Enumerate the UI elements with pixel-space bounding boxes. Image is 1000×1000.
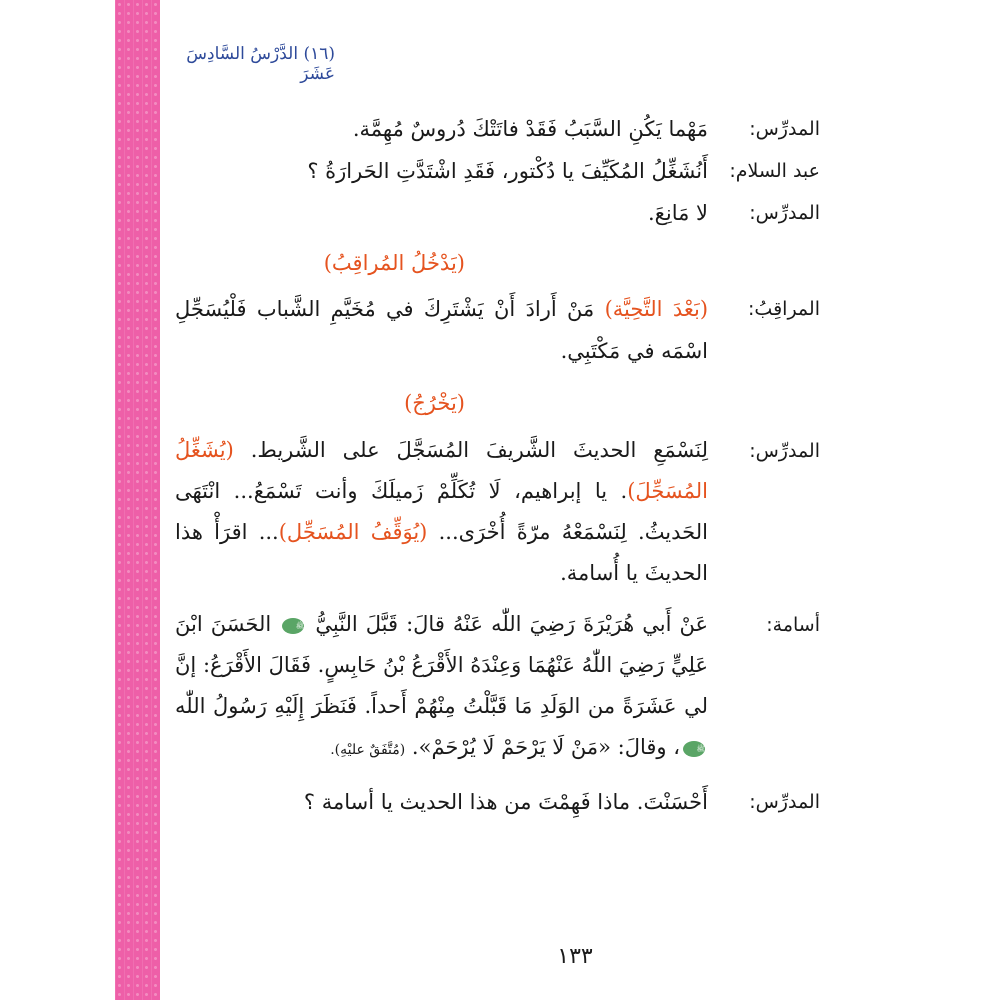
inline-stage-direction: (يُوَقِّفُ المُسَجِّل) — [278, 520, 428, 544]
speech-segment: ، وقالَ: «مَنْ لَا يَرْحَمْ لَا يُرْحَمْ». — [411, 735, 680, 759]
speaker-label: أسامة: — [766, 614, 820, 636]
spacer — [175, 771, 820, 781]
speaker-label: عبد السلام: — [729, 160, 820, 182]
speaker-label: المدرِّس: — [749, 202, 820, 224]
speech-text: مَهْما يَكُنِ السَّبَبُ فَقَدْ فاتَتْكَ دُروسٌ مُهِمَّة. — [352, 117, 708, 141]
stage-direction: (يَخْرُجُ) — [404, 391, 465, 415]
speaker-label: المراقِبُ: — [748, 298, 820, 320]
dialogue-line — [175, 288, 820, 372]
speech-segment: الحَسَنَ ابْنَ عَلِيٍّ رَضِيَ اللّٰهُ عَنْهُمَا وَعِنْدَهُ الأَقْرَعُ بْنُ حَابِسٍ. فَقَالَ الأَقْرَعُ: إنَّ لي عَشَرَةً من الوَلَدِ مَا قَبَّلْتُ مِنْهُمْ أَحداً. فَنَظَرَ إِلَيْهِ رَسُولُ اللّٰه — [175, 612, 708, 718]
dialogue-body — [175, 108, 820, 823]
dialogue-line — [175, 150, 820, 192]
inline-stage-direction: (يُشَغِّلُ المُسَجِّلَ) — [175, 438, 708, 503]
salla-allahu-alayhi-wa-sallam-icon: ﷺ — [683, 741, 705, 757]
inline-stage-direction: (بَعْدَ التَّحِيَّة) — [604, 297, 709, 321]
dialogue-line — [175, 781, 820, 823]
speaker-label: المدرِّس: — [749, 440, 820, 462]
speech-segment: لِنَسْمَعِ الحديثَ الشَّريفَ المُسَجَّلَ على الشَّريط. — [250, 438, 708, 462]
dialogue-line — [175, 430, 820, 594]
speech-segment: مَنْ أَرادَ أَنْ يَشْتَرِكَ في مُخَيَّمِ الشَّباب فَلْيُسَجِّلِ اسْمَه في مَكْتَبِي. — [175, 297, 708, 363]
page-number: ١٣٣ — [557, 944, 593, 969]
speaker-label: المدرِّس: — [749, 791, 820, 813]
speech-text: أَنُشَغِّلُ المُكَيِّفَ يا دُكْتور، فَقَدِ اشْتَدَّتِ الحَرارَةُ ؟ — [307, 159, 708, 183]
left-margin — [0, 0, 115, 1000]
stage-direction: (يَدْخُلُ المُراقِبُ) — [323, 251, 465, 275]
speech-text — [175, 430, 708, 594]
speech-segment: عَنْ أَبي هُرَيْرَةَ رَضِيَ اللّٰه عَنْهُ قالَ: قَبَّلَ النَّبِيُّ — [315, 612, 708, 636]
speech-segment: . يا إبراهيم، لَا تُكَلِّمْ زَميلَكَ وأنت تَسْمَعُ... انْتَهَى الحَديثُ. لِنَسْمَعْهُ مرّةً أُخْرَى... — [175, 479, 708, 544]
dialogue-line — [175, 192, 820, 234]
speech-text — [175, 604, 708, 771]
speech-text — [175, 288, 708, 372]
lesson-header: (١٦) الدَّرْسُ السَّادِسَ عَشَرَ — [186, 44, 335, 84]
dialogue-line — [175, 108, 820, 150]
speaker-label: المدرِّس: — [749, 118, 820, 140]
salla-allahu-alayhi-wa-sallam-icon: ﷺ — [282, 618, 304, 634]
decorative-side-strip — [115, 0, 160, 1000]
speech-text: أَحْسَنْتَ. ماذا فَهِمْتَ من هذا الحديث يا أسامة ؟ — [303, 790, 708, 814]
dialogue-line — [175, 604, 820, 771]
speech-text: لا مَانِعَ. — [648, 201, 708, 225]
hadith-reference: (مُتَّفَقٌ عليْهِ). — [330, 742, 406, 758]
spacer — [175, 594, 820, 604]
speech-segment: ... اقرَأْ هذا الحديثَ يا أُسامة. — [175, 520, 708, 585]
